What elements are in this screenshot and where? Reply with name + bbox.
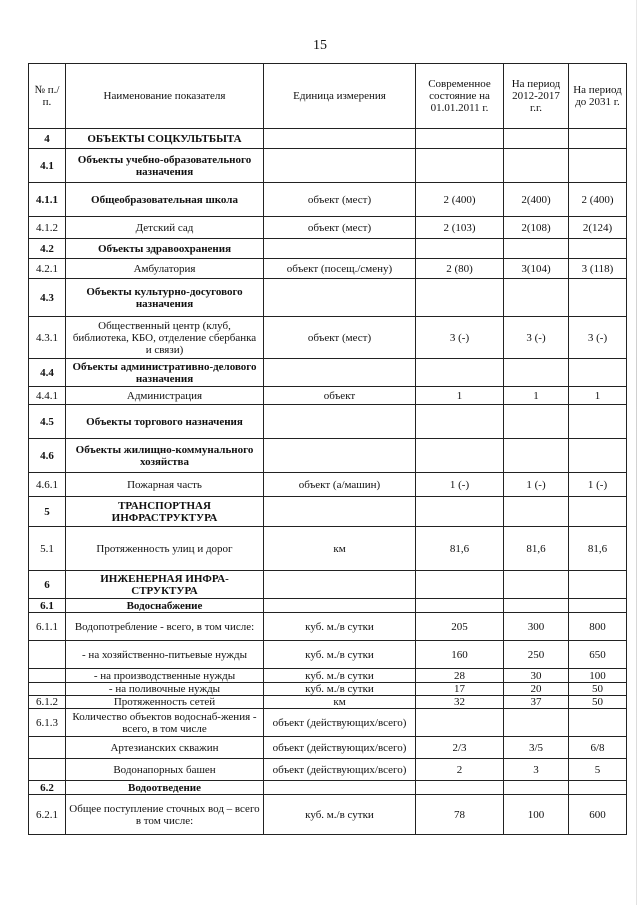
cell-num: 4.4 xyxy=(29,359,66,387)
page-number: 15 xyxy=(313,38,327,53)
cell-period-2031 xyxy=(569,497,627,527)
table-row xyxy=(29,683,627,696)
cell-name: Количество объектов водоснаб-жения - всего, в том числе xyxy=(66,709,264,737)
table-row xyxy=(29,387,627,405)
cell-name: Протяженность сетей xyxy=(66,696,264,709)
cell-num xyxy=(29,669,66,683)
cell-period-2012-2017: 300 xyxy=(504,613,569,641)
cell-period-2031 xyxy=(569,129,627,149)
cell-name: Общественный центр (клуб, библиотека, КБО, отделение сбербанка и связи) xyxy=(66,317,264,359)
header-period-2012-2017: На период 2012-2017 г.г. xyxy=(504,64,569,129)
cell-current xyxy=(416,599,504,613)
cell-period-2031: 50 xyxy=(569,696,627,709)
table-row xyxy=(29,497,627,527)
cell-current: 78 xyxy=(416,795,504,835)
cell-period-2031 xyxy=(569,149,627,183)
cell-unit: объект xyxy=(264,387,416,405)
cell-name: Протяженность улиц и дорог xyxy=(66,527,264,571)
cell-period-2031: 50 xyxy=(569,683,627,696)
cell-name: Объекты жилищно-коммунального хозяйства xyxy=(66,439,264,473)
header-current: Современное состояние на 01.01.2011 г. xyxy=(416,64,504,129)
cell-unit: куб. м./в сутки xyxy=(264,641,416,669)
table-row xyxy=(29,613,627,641)
cell-period-2012-2017: 1 (-) xyxy=(504,473,569,497)
cell-period-2012-2017: 37 xyxy=(504,696,569,709)
cell-name: - на производственные нужды xyxy=(66,669,264,683)
cell-name: Объекты административно-делового назначения xyxy=(66,359,264,387)
cell-num xyxy=(29,737,66,759)
cell-period-2012-2017: 81,6 xyxy=(504,527,569,571)
header-period-2031: На период до 2031 г. xyxy=(569,64,627,129)
cell-period-2031: 81,6 xyxy=(569,527,627,571)
cell-period-2031 xyxy=(569,709,627,737)
cell-period-2031: 2(124) xyxy=(569,217,627,239)
cell-name: Объекты учебно-образовательного назначения xyxy=(66,149,264,183)
table-row xyxy=(29,599,627,613)
cell-unit xyxy=(264,599,416,613)
table-row xyxy=(29,439,627,473)
cell-period-2031: 800 xyxy=(569,613,627,641)
cell-period-2031: 2 (400) xyxy=(569,183,627,217)
cell-unit xyxy=(264,571,416,599)
cell-current xyxy=(416,129,504,149)
cell-name: - на поливочные нужды xyxy=(66,683,264,696)
cell-current: 205 xyxy=(416,613,504,641)
cell-num: 4.6.1 xyxy=(29,473,66,497)
cell-unit xyxy=(264,439,416,473)
cell-name: ИНЖЕНЕРНАЯ ИНФРА-СТРУКТУРА xyxy=(66,571,264,599)
cell-num: 4.1 xyxy=(29,149,66,183)
cell-period-2012-2017 xyxy=(504,571,569,599)
table-row xyxy=(29,696,627,709)
cell-current: 17 xyxy=(416,683,504,696)
cell-period-2031: 650 xyxy=(569,641,627,669)
cell-period-2031 xyxy=(569,359,627,387)
cell-current: 2 (80) xyxy=(416,259,504,279)
cell-name: Объекты торгового назначения xyxy=(66,405,264,439)
cell-name: Администрация xyxy=(66,387,264,405)
cell-current xyxy=(416,439,504,473)
cell-current: 1 xyxy=(416,387,504,405)
cell-num: 5.1 xyxy=(29,527,66,571)
cell-period-2012-2017 xyxy=(504,405,569,439)
cell-period-2012-2017: 3(104) xyxy=(504,259,569,279)
cell-current: 2 (400) xyxy=(416,183,504,217)
cell-unit: куб. м./в сутки xyxy=(264,613,416,641)
cell-period-2012-2017: 3 xyxy=(504,759,569,781)
cell-name: ОБЪЕКТЫ СОЦКУЛЬТБЫТА xyxy=(66,129,264,149)
cell-period-2031: 600 xyxy=(569,795,627,835)
cell-unit xyxy=(264,497,416,527)
table-row xyxy=(29,217,627,239)
cell-name: Водонапорных башен xyxy=(66,759,264,781)
cell-period-2031 xyxy=(569,279,627,317)
cell-num xyxy=(29,759,66,781)
cell-period-2012-2017 xyxy=(504,439,569,473)
cell-current xyxy=(416,571,504,599)
cell-name: Общеобразовательная школа xyxy=(66,183,264,217)
cell-unit: объект (мест) xyxy=(264,183,416,217)
cell-period-2031: 3 (-) xyxy=(569,317,627,359)
cell-num: 6.1.1 xyxy=(29,613,66,641)
cell-current xyxy=(416,279,504,317)
cell-unit xyxy=(264,405,416,439)
cell-current xyxy=(416,709,504,737)
cell-period-2012-2017 xyxy=(504,279,569,317)
cell-num: 4.6 xyxy=(29,439,66,473)
cell-num: 4.2.1 xyxy=(29,259,66,279)
table-row xyxy=(29,473,627,497)
cell-current xyxy=(416,239,504,259)
cell-name: Объекты культурно-досугового назначения xyxy=(66,279,264,317)
table-row xyxy=(29,641,627,669)
cell-num: 4.4.1 xyxy=(29,387,66,405)
header-name: Наименование показателя xyxy=(66,64,264,129)
cell-num: 6.1 xyxy=(29,599,66,613)
cell-period-2031: 100 xyxy=(569,669,627,683)
cell-num: 4.1.2 xyxy=(29,217,66,239)
cell-current: 3 (-) xyxy=(416,317,504,359)
cell-unit: км xyxy=(264,527,416,571)
table-row xyxy=(29,737,627,759)
cell-period-2012-2017 xyxy=(504,149,569,183)
cell-period-2012-2017: 2(108) xyxy=(504,217,569,239)
table-row xyxy=(29,359,627,387)
table-body xyxy=(29,129,627,835)
cell-name: Водоснабжение xyxy=(66,599,264,613)
cell-name: ТРАНСПОРТНАЯ ИНФРАСТРУКТУРА xyxy=(66,497,264,527)
cell-period-2012-2017 xyxy=(504,239,569,259)
cell-current: 28 xyxy=(416,669,504,683)
cell-num: 6 xyxy=(29,571,66,599)
cell-num: 6.1.3 xyxy=(29,709,66,737)
cell-name: Детский сад xyxy=(66,217,264,239)
cell-current: 2/3 xyxy=(416,737,504,759)
cell-num: 4.1.1 xyxy=(29,183,66,217)
cell-unit: объект (мест) xyxy=(264,217,416,239)
cell-unit xyxy=(264,781,416,795)
table-row xyxy=(29,571,627,599)
scan-edge-line xyxy=(636,0,637,905)
table-row xyxy=(29,279,627,317)
table-row xyxy=(29,129,627,149)
cell-period-2031: 6/8 xyxy=(569,737,627,759)
cell-period-2031: 5 xyxy=(569,759,627,781)
cell-period-2031: 1 xyxy=(569,387,627,405)
cell-unit: куб. м./в сутки xyxy=(264,683,416,696)
cell-period-2012-2017: 3/5 xyxy=(504,737,569,759)
cell-unit: км xyxy=(264,696,416,709)
cell-period-2012-2017: 250 xyxy=(504,641,569,669)
cell-unit: куб. м./в сутки xyxy=(264,795,416,835)
cell-name: Водопотребление - всего, в том числе: xyxy=(66,613,264,641)
cell-current xyxy=(416,359,504,387)
table-row xyxy=(29,759,627,781)
cell-current: 2 (103) xyxy=(416,217,504,239)
cell-num: 6.1.2 xyxy=(29,696,66,709)
cell-unit: куб. м./в сутки xyxy=(264,669,416,683)
table-header-row xyxy=(29,64,627,129)
cell-current xyxy=(416,497,504,527)
cell-unit xyxy=(264,239,416,259)
cell-period-2012-2017: 100 xyxy=(504,795,569,835)
table-row xyxy=(29,239,627,259)
cell-name: Амбулатория xyxy=(66,259,264,279)
cell-unit: объект (действующих/всего) xyxy=(264,709,416,737)
table-row xyxy=(29,795,627,835)
cell-current: 1 (-) xyxy=(416,473,504,497)
cell-name: - на хозяйственно-питьевые нужды xyxy=(66,641,264,669)
cell-num: 4.2 xyxy=(29,239,66,259)
cell-unit xyxy=(264,359,416,387)
cell-period-2031 xyxy=(569,239,627,259)
cell-period-2012-2017 xyxy=(504,497,569,527)
cell-num xyxy=(29,641,66,669)
cell-name: Водоотведение xyxy=(66,781,264,795)
table-row xyxy=(29,183,627,217)
cell-unit xyxy=(264,279,416,317)
cell-num: 6.2 xyxy=(29,781,66,795)
cell-num: 5 xyxy=(29,497,66,527)
header-num: № п./п. xyxy=(29,64,66,129)
cell-period-2012-2017: 2(400) xyxy=(504,183,569,217)
cell-period-2031 xyxy=(569,405,627,439)
cell-current: 160 xyxy=(416,641,504,669)
cell-period-2031 xyxy=(569,439,627,473)
cell-num: 4.3 xyxy=(29,279,66,317)
table-row xyxy=(29,405,627,439)
table-row xyxy=(29,709,627,737)
cell-current xyxy=(416,149,504,183)
cell-num: 4 xyxy=(29,129,66,149)
table-row xyxy=(29,781,627,795)
cell-period-2031 xyxy=(569,781,627,795)
cell-unit: объект (а/машин) xyxy=(264,473,416,497)
cell-unit: объект (посещ./смену) xyxy=(264,259,416,279)
cell-unit xyxy=(264,129,416,149)
cell-period-2012-2017 xyxy=(504,709,569,737)
cell-unit xyxy=(264,149,416,183)
cell-num: 6.2.1 xyxy=(29,795,66,835)
cell-name: Объекты здравоохранения xyxy=(66,239,264,259)
cell-period-2031: 1 (-) xyxy=(569,473,627,497)
cell-period-2012-2017: 3 (-) xyxy=(504,317,569,359)
cell-period-2012-2017 xyxy=(504,599,569,613)
cell-current: 2 xyxy=(416,759,504,781)
cell-current: 81,6 xyxy=(416,527,504,571)
cell-period-2031: 3 (118) xyxy=(569,259,627,279)
cell-name: Общее поступление сточных вод – всего в том числе: xyxy=(66,795,264,835)
cell-num: 4.5 xyxy=(29,405,66,439)
indicators-table xyxy=(28,63,627,835)
table-row xyxy=(29,259,627,279)
cell-period-2031 xyxy=(569,599,627,613)
cell-unit: объект (действующих/всего) xyxy=(264,759,416,781)
cell-unit: объект (мест) xyxy=(264,317,416,359)
cell-period-2012-2017: 1 xyxy=(504,387,569,405)
table-row xyxy=(29,527,627,571)
header-unit: Единица измерения xyxy=(264,64,416,129)
cell-period-2012-2017: 20 xyxy=(504,683,569,696)
cell-period-2012-2017 xyxy=(504,781,569,795)
cell-name: Артезианских скважин xyxy=(66,737,264,759)
cell-period-2012-2017 xyxy=(504,359,569,387)
table-row xyxy=(29,149,627,183)
cell-current xyxy=(416,405,504,439)
cell-unit: объект (действующих/всего) xyxy=(264,737,416,759)
cell-name: Пожарная часть xyxy=(66,473,264,497)
cell-current: 32 xyxy=(416,696,504,709)
cell-period-2012-2017 xyxy=(504,129,569,149)
cell-current xyxy=(416,781,504,795)
cell-period-2031 xyxy=(569,571,627,599)
table-row xyxy=(29,669,627,683)
cell-num xyxy=(29,683,66,696)
cell-period-2012-2017: 30 xyxy=(504,669,569,683)
cell-num: 4.3.1 xyxy=(29,317,66,359)
table-row xyxy=(29,317,627,359)
